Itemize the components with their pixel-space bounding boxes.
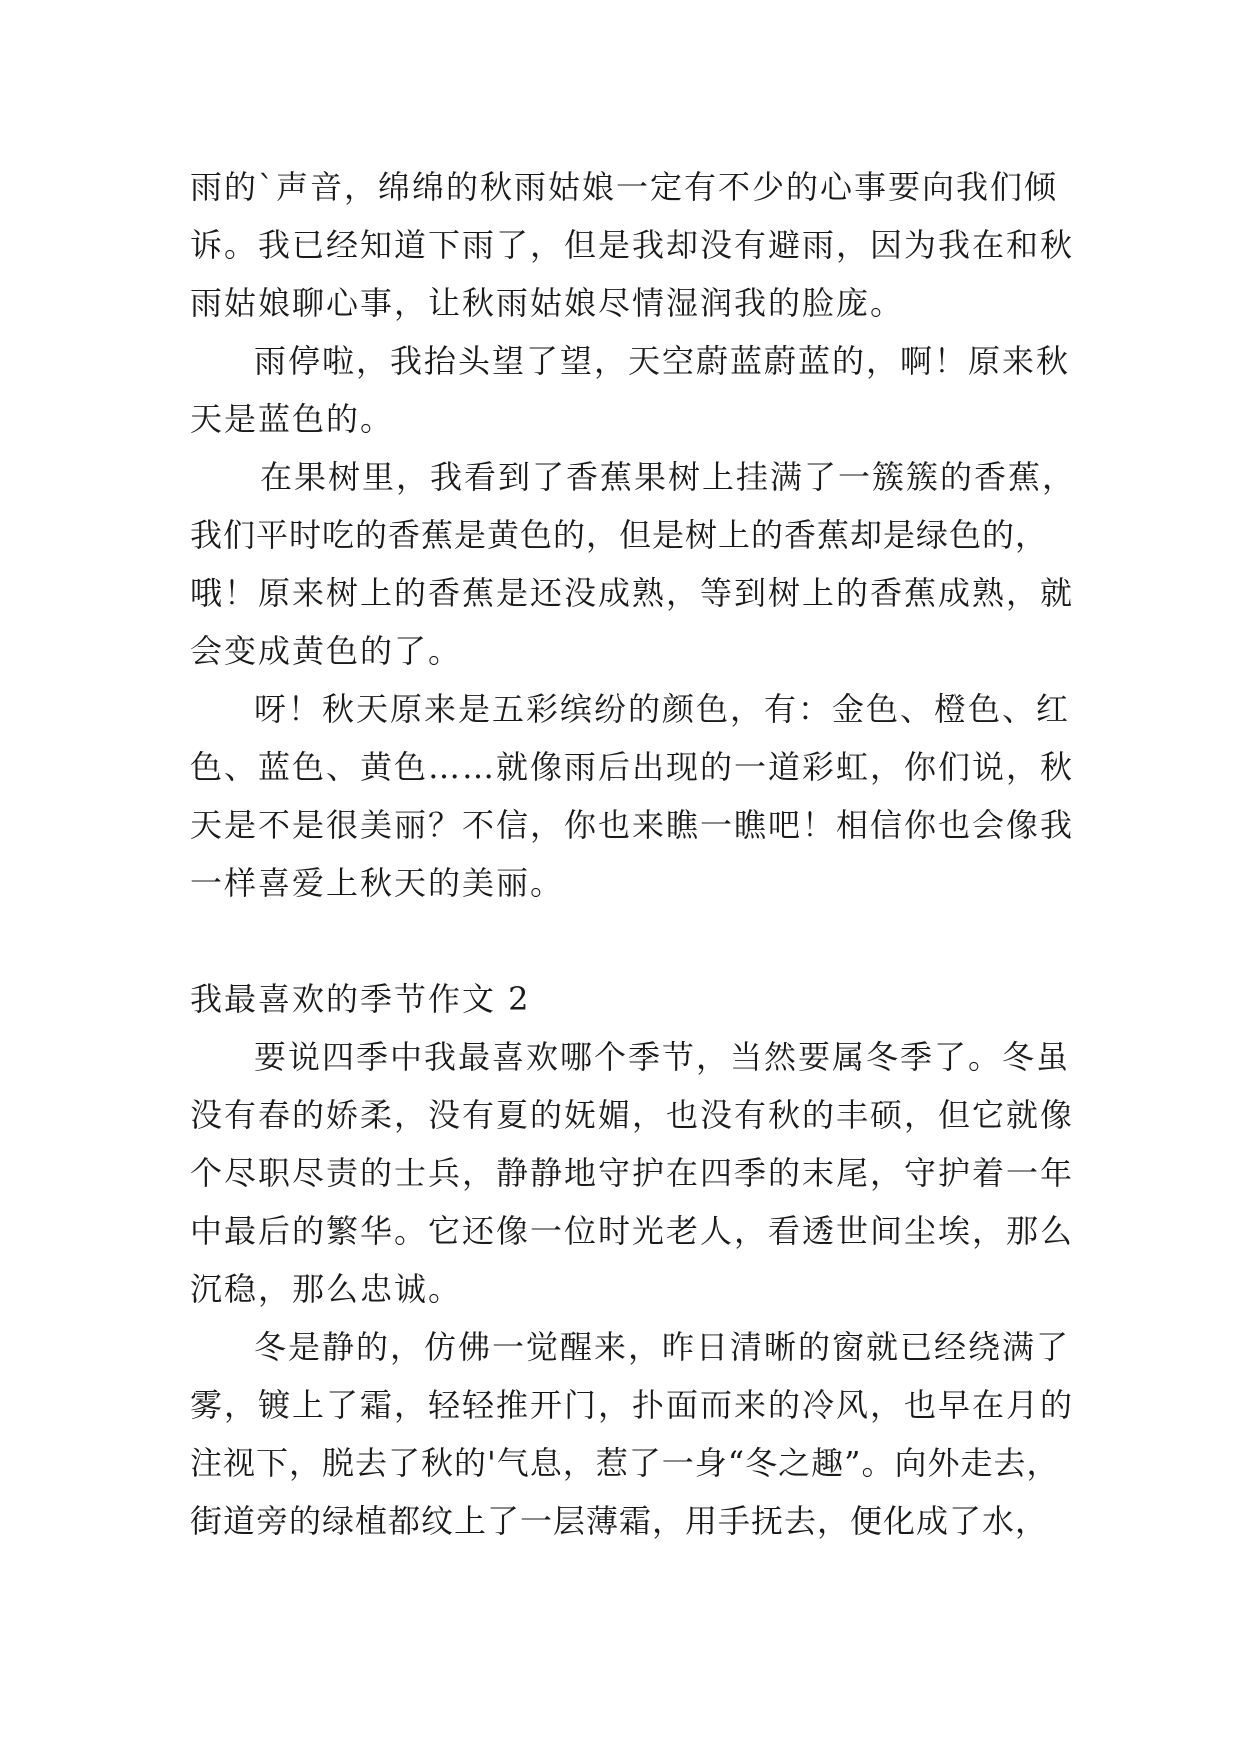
text-line: 天是不是很美丽？不信，你也来瞧一瞧吧！相信你也会像我 [190,806,1075,844]
text-line: 街道旁的绿植都纹上了一层薄霜，用手抚去，便化成了水， [190,1502,1049,1540]
text-line: 沉稳，那么忠诚。 [190,1270,463,1308]
text-line: 哦！原来树上的香蕉是还没成熟，等到树上的香蕉成熟，就 [190,574,1075,612]
paragraph-start-line: 在果树里，我看到了香蕉果树上挂满了一簇簇的香蕉， [260,458,1077,496]
paragraph-start-line: 呀！秋天原来是五彩缤纷的颜色，有：金色、橙色、红 [254,690,1071,728]
text-line: 一样喜爱上秋天的美丽。 [190,864,565,902]
text-line: 天是蓝色的。 [190,400,395,438]
text-line: 雨姑娘聊心事，让秋雨姑娘尽情湿润我的脸庞。 [190,284,905,322]
text-line: 注视下，脱去了秋的'气息，惹了一身“冬之趣”。向外走去， [190,1444,1060,1482]
text-line: 个尽职尽责的士兵，静静地守护在四季的末尾，守护着一年 [190,1154,1075,1192]
paragraph-start-line: 雨停啦，我抬头望了望，天空蔚蓝蔚蓝的，啊！原来秋 [254,342,1071,380]
text-line: 中最后的繁华。它还像一位时光老人，看透世间尘埃，那么 [190,1212,1075,1250]
section-spacer [190,912,1070,970]
text-line: 雾，镀上了霜，轻轻推开门，扑面而来的冷风，也早在月的 [190,1386,1075,1424]
paragraph-start-line: 要说四季中我最喜欢哪个季节，当然要属冬季了。冬虽 [254,1038,1071,1076]
text-line: 我们平时吃的香蕉是黄色的，但是树上的香蕉却是绿色的， [190,516,1049,554]
document-body [190,158,1077,1550]
section-title: 我最喜欢的季节作文 2 [190,980,531,1018]
text-line: 没有春的娇柔，没有夏的妩媚，也没有秋的丰硕，但它就像 [190,1096,1075,1134]
paragraph-start-line: 冬是静的，仿佛一觉醒来，昨日清晰的窗就已经绕满了 [254,1328,1071,1366]
text-line: 色、蓝色、黄色……就像雨后出现的一道彩虹，你们说，秋 [190,748,1075,786]
text-line: 会变成黄色的了。 [190,632,463,670]
text-line: 雨的`声音，绵绵的秋雨姑娘一定有不少的心事要向我们倾 [190,168,1059,206]
text-line: 诉。我已经知道下雨了，但是我却没有避雨，因为我在和秋 [190,226,1075,264]
